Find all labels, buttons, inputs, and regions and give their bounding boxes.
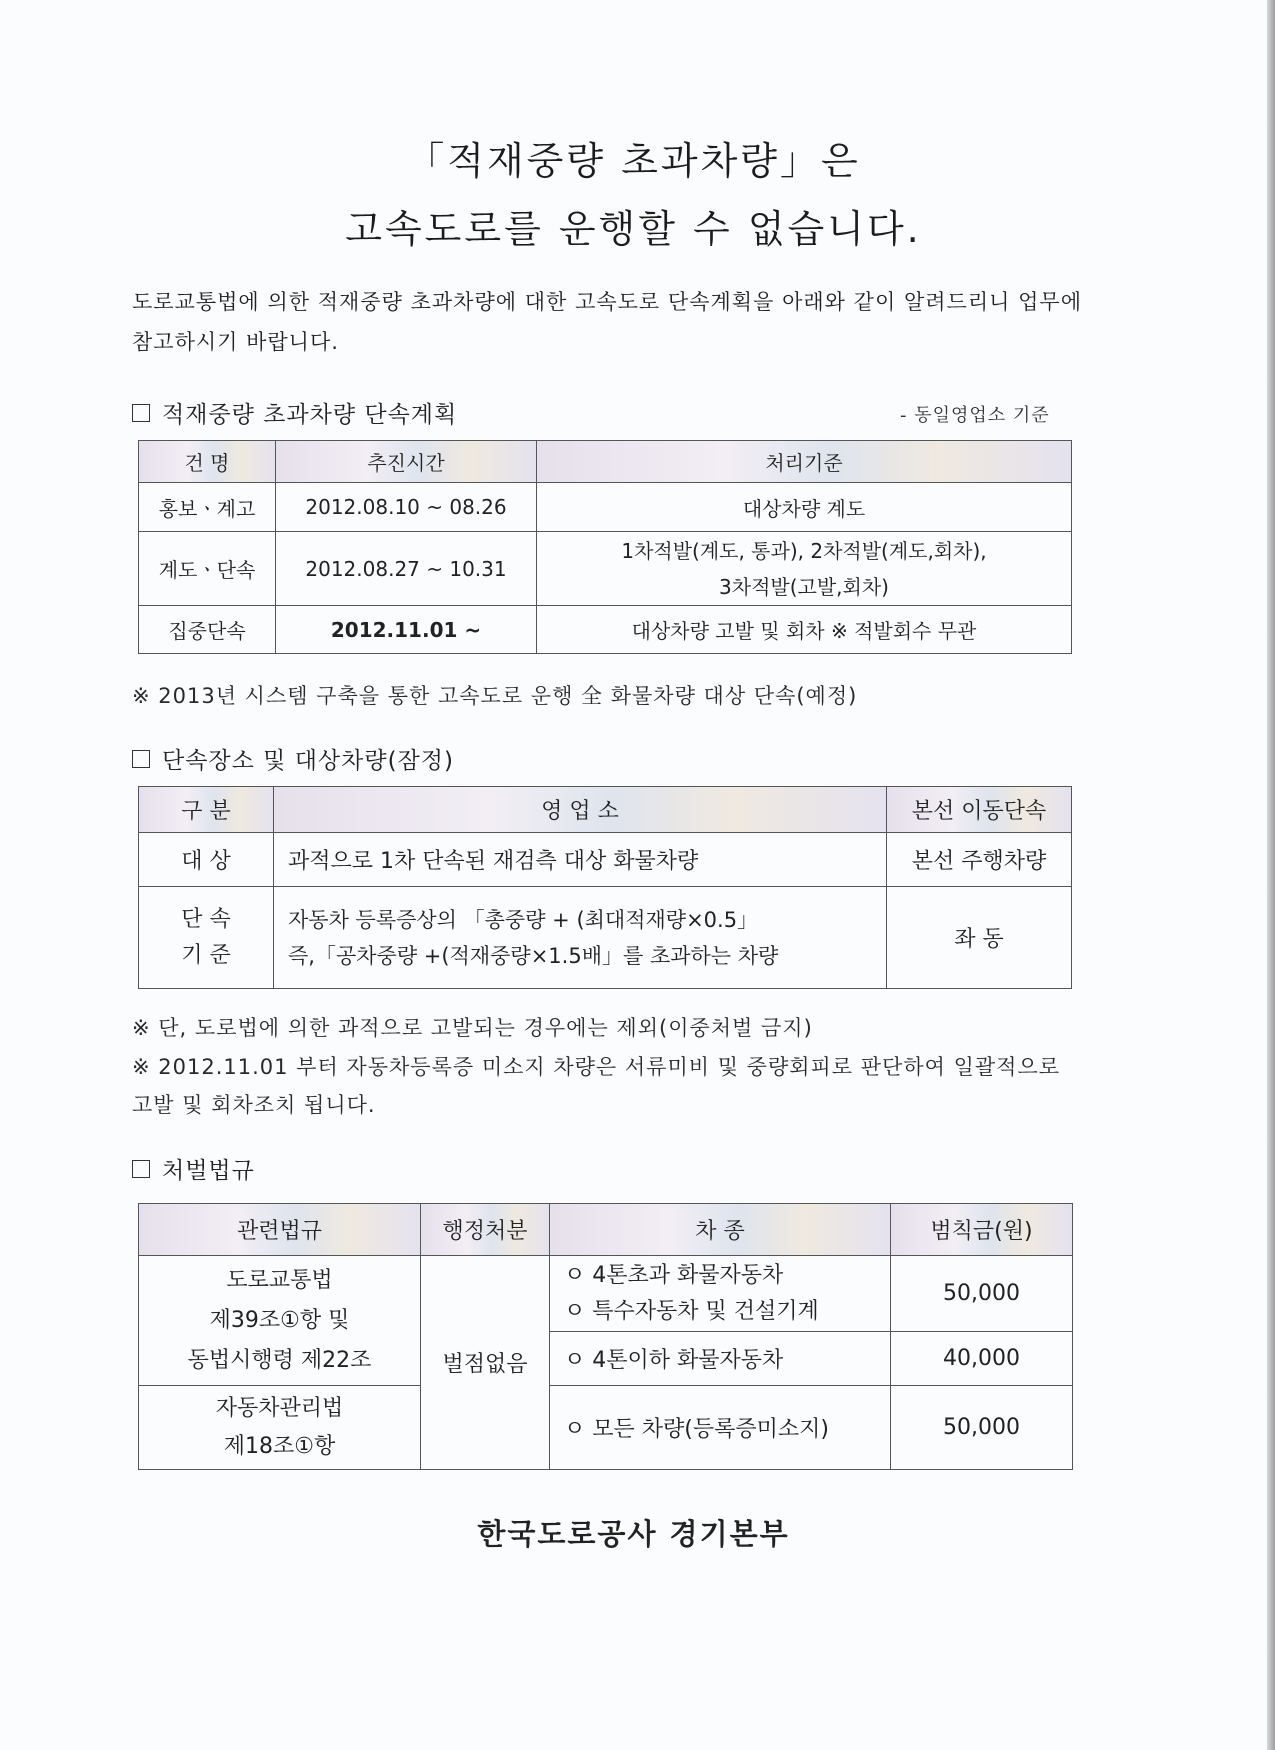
header-name: 건 명 bbox=[139, 441, 276, 483]
row-period: 2012.08.27 ~ 10.31 bbox=[276, 532, 537, 606]
issuer-footer: 한국도로공사 경기본부 bbox=[477, 1517, 790, 1551]
section3-heading-text: 처벌법규 bbox=[162, 1158, 255, 1184]
section2-heading bbox=[132, 742, 454, 775]
checkbox-square-icon bbox=[132, 404, 150, 422]
enforcement-plan-table bbox=[138, 440, 1072, 654]
office-line-2: 즉,「공차중량 +(적재중량×1.5배」를 초과하는 차량 bbox=[288, 943, 779, 968]
enforcement-location-table bbox=[138, 786, 1072, 989]
vehicle-cell-1 bbox=[550, 1256, 891, 1332]
header-penalty: 행정처분 bbox=[421, 1204, 550, 1256]
header-office: 영 업 소 bbox=[274, 787, 887, 833]
header-vehicle: 차 종 bbox=[550, 1204, 891, 1256]
row-name: 집중단속 bbox=[139, 606, 276, 654]
title-line-1: 「적재중량 초과차량」은 bbox=[406, 139, 861, 183]
row-office bbox=[274, 887, 887, 989]
row-label bbox=[139, 887, 274, 989]
table-row bbox=[139, 1386, 1073, 1470]
table-row bbox=[139, 887, 1072, 989]
law1-line-2: 제39조①항 및 bbox=[209, 1307, 350, 1333]
row-mobile: 좌 동 bbox=[887, 887, 1072, 989]
section2-note-1: ※ 단, 도로법에 의한 과적으로 고발되는 경우에는 제외(이중처벌 금지) bbox=[132, 1016, 813, 1040]
vehicle-cell-3: ㅇ 모든 차량(등록증미소지) bbox=[550, 1386, 891, 1470]
table-row bbox=[139, 532, 1072, 606]
row-office: 과적으로 1차 단속된 재검측 대상 화물차량 bbox=[274, 833, 887, 887]
standard-line-1: 1차적발(계도, 통과), 2차적발(계도,회차), bbox=[621, 538, 987, 563]
fine-cell-2: 40,000 bbox=[891, 1332, 1073, 1386]
fine-cell-3: 50,000 bbox=[891, 1386, 1073, 1470]
checkbox-square-icon bbox=[132, 1160, 150, 1178]
header-mobile: 본선 이동단속 bbox=[887, 787, 1072, 833]
section1-note: ※ 2013년 시스템 구축을 통한 고속도로 운행 全 화물차량 대상 단속(예정) bbox=[132, 684, 858, 708]
section1-right-note: - 동일영업소 기준 bbox=[900, 405, 1050, 426]
standard-line-2: 3차적발(고발,회차) bbox=[719, 574, 889, 599]
section3-heading bbox=[132, 1152, 255, 1185]
row-standard: 대상차량 계도 bbox=[537, 483, 1072, 532]
law-cell-1 bbox=[139, 1256, 421, 1386]
row-standard: 대상차량 고발 및 회차 ※ 적발회수 무관 bbox=[537, 606, 1072, 654]
section1-heading-text: 적재중량 초과차량 단속계획 bbox=[162, 402, 458, 428]
header-category: 구 분 bbox=[139, 787, 274, 833]
row-label: 대 상 bbox=[139, 833, 274, 887]
table-row bbox=[139, 606, 1072, 654]
row-mobile: 본선 주행차량 bbox=[887, 833, 1072, 887]
law1-line-3: 동법시행령 제22조 bbox=[187, 1347, 372, 1373]
row-name: 홍보ㆍ계고 bbox=[139, 483, 276, 532]
checkbox-square-icon bbox=[132, 750, 150, 768]
header-standard: 처리기준 bbox=[537, 441, 1072, 483]
vehicle-line-1: ㅇ 4톤초과 화물자동차 bbox=[564, 1262, 784, 1288]
scan-edge bbox=[1267, 0, 1275, 1750]
row-standard bbox=[537, 532, 1072, 606]
office-line-1: 자동차 등록증상의 「총중량 + (최대적재량×0.5」 bbox=[288, 907, 759, 932]
section1-heading bbox=[132, 396, 457, 429]
header-law: 관련법규 bbox=[139, 1204, 421, 1256]
table-row bbox=[139, 483, 1072, 532]
law1-line-1: 도로교통법 bbox=[226, 1267, 333, 1293]
label-line-1: 단 속 bbox=[181, 906, 231, 932]
header-fine: 범칙금(원) bbox=[891, 1204, 1073, 1256]
label-line-2: 기 준 bbox=[181, 942, 231, 968]
law-cell-2 bbox=[139, 1386, 421, 1470]
title-line-2: 고속도로를 운행할 수 없습니다. bbox=[345, 207, 922, 251]
row-name: 계도ㆍ단속 bbox=[139, 532, 276, 606]
table-row bbox=[139, 1256, 1073, 1332]
section2-note-2: ※ 2012.11.01 부터 자동차등록증 미소지 차량은 서류미비 및 중량회피로 판단하여 일괄적으로 고발 및 회차조치 됩니다. bbox=[132, 1055, 1061, 1117]
intro-paragraph: 도로교통법에 의한 적재중량 초과차량에 대한 고속도로 단속계획을 아래와 같이 알려드리니 업무에 참고하시기 바랍니다. bbox=[132, 290, 1082, 354]
penalty-table bbox=[138, 1203, 1073, 1470]
vehicle-line-2: ㅇ 특수자동차 및 건설기계 bbox=[564, 1298, 819, 1324]
header-period: 추진시간 bbox=[276, 441, 537, 483]
fine-cell-1: 50,000 bbox=[891, 1256, 1073, 1332]
row-period: 2012.11.01 ~ bbox=[276, 606, 537, 654]
law2-line-2: 제18조①항 bbox=[223, 1433, 336, 1459]
row-period: 2012.08.10 ~ 08.26 bbox=[276, 483, 537, 532]
section2-heading-text: 단속장소 및 대상차량(잠정) bbox=[162, 748, 454, 774]
penalty-cell: 벌점없음 bbox=[421, 1256, 550, 1470]
vehicle-cell-2: ㅇ 4톤이하 화물자동차 bbox=[550, 1332, 891, 1386]
law2-line-1: 자동차관리법 bbox=[215, 1395, 344, 1421]
table-row bbox=[139, 833, 1072, 887]
